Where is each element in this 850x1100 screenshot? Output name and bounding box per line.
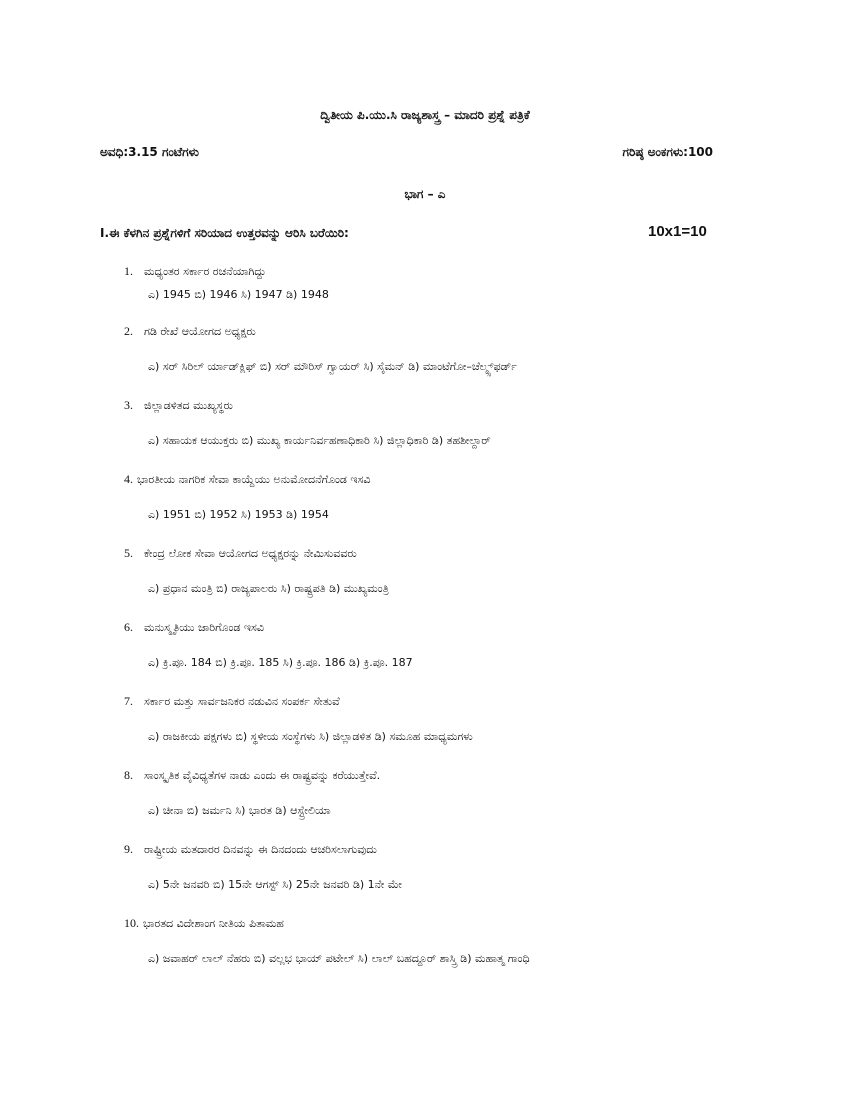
question-6-options: ಎ) ಕ್ರಿ.ಪೂ. 184 ಬಿ) ಕ್ರಿ.ಪೂ. 185 ಸಿ) ಕ್ರಿ.ಪೂ. 186 ಡಿ) ಕ್ರಿ.ಪೂ. 187 <box>148 656 413 669</box>
page-title: ದ್ವಿತೀಯ ಪಿ.ಯು.ಸಿ ರಾಜ್ಯಶಾಸ್ತ್ರ – ಮಾದರಿ ಪ್ರಶ್ನೆ ಪತ್ರಿಕೆ <box>320 108 530 122</box>
section-title: ಭಾಗ – ಎ <box>404 187 446 201</box>
question-1-options: ಎ) 1945 ಬಿ) 1946 ಸಿ) 1947 ಡಿ) 1948 <box>148 288 329 301</box>
question-2 <box>124 324 744 374</box>
question-8-options: ಎ) ಚೀನಾ ಬಿ) ಜರ್ಮನಿ ಸಿ) ಭಾರತ ಡಿ) ಆಸ್ಟ್ರೇಲಿಯಾ <box>148 804 331 817</box>
question-7-options: ಎ) ರಾಜಕೀಯ ಪಕ್ಷಗಳು ಬಿ) ಸ್ಥಳೀಯ ಸಂಸ್ಥೆಗಳು ಸಿ) ಜಿಲ್ಲಾಡಳಿತ ಡಿ) ಸಮೂಹ ಮಾಧ್ಯಮಗಳು <box>148 730 473 743</box>
question-10 <box>124 916 744 966</box>
question-2-options: ಎ) ಸರ್ ಸಿರಿಲ್ ರ್ಯಾಡ್‌ಕ್ಲಿಫ್ ಬಿ) ಸರ್ ಮೌರಿಸ್ ಗ್ವಾಯರ್ ಸಿ) ಸೈಮನ್ ಡಿ) ಮಾಂಟೆಗೋ–ಚೆಲ್ಮ್ಸ್‌ಫರ್ಡ್ <box>148 360 517 373</box>
question-4-options: ಎ) 1951 ಬಿ) 1952 ಸಿ) 1953 ಡಿ) 1954 <box>148 508 329 521</box>
question-1-number: 1. <box>124 264 133 278</box>
question-4-stem: ಭಾರತೀಯ ನಾಗರಿಕ ಸೇವಾ ಕಾಯ್ದೆಯು ಅನುಮೋದನೆಗೊಂಡ ಇಸವಿ <box>137 473 371 486</box>
question-8-number: 8. <box>124 768 133 782</box>
question-3-number: 3. <box>124 398 133 412</box>
question-9-text <box>124 842 744 857</box>
question-10-options: ಎ) ಜವಾಹರ್ ಲಾಲ್ ನೆಹರು ಬಿ) ವಲ್ಲಭ ಭಾಯ್ ಪಟೇಲ್ ಸಿ) ಲಾಲ್ ಬಹದ್ದೂರ್ ಶಾಸ್ತ್ರಿ ಡಿ) ಮಹಾತ್ಮ ಗಾಂಧಿ <box>148 952 530 965</box>
question-3 <box>124 398 744 448</box>
question-5-text <box>124 546 744 561</box>
question-6-text <box>124 620 744 635</box>
question-9 <box>124 842 744 892</box>
marks-scheme: 10x1=10 <box>648 223 707 240</box>
instruction-heading: I.ಈ ಕೆಳಗಿನ ಪ್ರಶ್ನೆಗಳಿಗೆ ಸರಿಯಾದ ಉತ್ತರವನ್ನು ಆರಿಸಿ ಬರೆಯಿರಿ: <box>100 226 349 240</box>
question-4-text <box>124 472 744 487</box>
question-3-options: ಎ) ಸಹಾಯಕ ಆಯುಕ್ತರು ಬಿ) ಮುಖ್ಯ ಕಾರ್ಯನಿರ್ವಹಣಾಧಿಕಾರಿ ಸಿ) ಜಿಲ್ಲಾಧಿಕಾರಿ ಡಿ) ತಹಶೀಲ್ದಾರ್ <box>148 434 491 447</box>
question-9-stem: ರಾಷ್ಟ್ರೀಯ ಮತದಾರರ ದಿನವನ್ನು ಈ ದಿನದಂದು ಆಚರಿಸಲಾಗುವುದು <box>144 843 377 856</box>
question-2-number: 2. <box>124 324 133 338</box>
question-10-text <box>124 916 744 931</box>
question-4-number: 4. <box>124 472 133 486</box>
question-10-stem: ಭಾರತದ ವಿದೇಶಾಂಗ ನೀತಿಯ ಪಿತಾಮಹ <box>143 917 284 930</box>
question-1 <box>124 264 744 302</box>
question-2-stem: ಗಡಿ ರೇಖೆ ಆಯೋಗದ ಅಧ್ಯಕ್ಷರು <box>144 325 256 338</box>
duration-label: ಅವಧಿ:3.15 ಗಂಟೆಗಳು <box>100 145 199 159</box>
question-8-text <box>124 768 744 783</box>
question-2-text <box>124 324 744 339</box>
question-4 <box>124 472 744 522</box>
question-8 <box>124 768 744 818</box>
question-1-text <box>124 264 744 279</box>
question-6 <box>124 620 744 670</box>
question-7-text <box>124 694 744 709</box>
question-7-stem: ಸರ್ಕಾರ ಮತ್ತು ಸಾರ್ವಜನಿಕರ ನಡುವಿನ ಸಂಪರ್ಕ ಸೇತುವೆ <box>144 695 340 708</box>
question-1-stem: ಮಧ್ಯಂತರ ಸರ್ಕಾರ ರಚನೆಯಾಗಿದ್ದು <box>144 265 266 278</box>
question-7-number: 7. <box>124 694 133 708</box>
question-5-number: 5. <box>124 546 133 560</box>
question-6-stem: ಮನುಸ್ಮೃತಿಯು ಜಾರಿಗೊಂಡ ಇಸವಿ <box>144 621 264 634</box>
question-10-number: 10. <box>124 916 139 930</box>
question-6-number: 6. <box>124 620 133 634</box>
question-8-stem: ಸಾಂಸ್ಕೃತಿಕ ವೈವಿಧ್ಯತೆಗಳ ನಾಡು ಎಂದು ಈ ರಾಷ್ಟ್ರವನ್ನು ಕರೆಯುತ್ತೇವೆ. <box>144 769 381 782</box>
question-7 <box>124 694 744 744</box>
question-5-options: ಎ) ಪ್ರಧಾನ ಮಂತ್ರಿ ಬಿ) ರಾಜ್ಯಪಾಲರು ಸಿ) ರಾಷ್ಟ್ರಪತಿ ಡಿ) ಮುಖ್ಯಮಂತ್ರಿ <box>148 582 389 595</box>
question-9-number: 9. <box>124 842 133 856</box>
max-marks-label: ಗರಿಷ್ಠ ಅಂಕಗಳು:100 <box>622 145 713 159</box>
question-3-stem: ಜಿಲ್ಲಾಡಳಿತದ ಮುಖ್ಯಸ್ಥರು <box>144 399 233 412</box>
question-9-options: ಎ) 5ನೇ ಜನವರಿ ಬಿ) 15ನೇ ಆಗಸ್ಟ್ ಸಿ) 25ನೇ ಜನವರಿ ಡಿ) 1ನೇ ಮೇ <box>148 878 402 891</box>
question-5 <box>124 546 744 596</box>
question-5-stem: ಕೇಂದ್ರ ಲೋಕ ಸೇವಾ ಆಯೋಗದ ಅಧ್ಯಕ್ಷರನ್ನು ನೇಮಿಸುವವರು <box>144 547 357 560</box>
question-3-text <box>124 398 744 413</box>
